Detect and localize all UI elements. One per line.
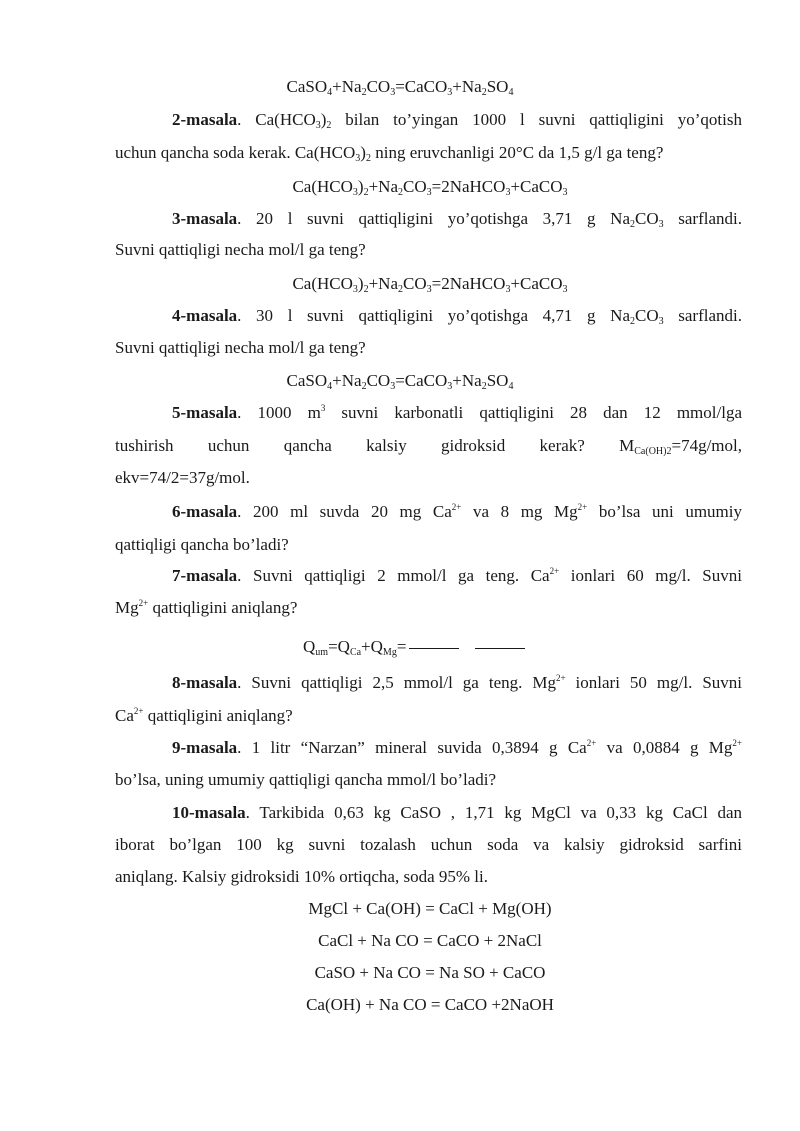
problem-4-label: 4-masala: [172, 306, 238, 325]
problem-6-line-2: qattiqligi qancha bo’ladi?: [115, 535, 289, 554]
problem-10-label: 10-masala: [172, 803, 246, 822]
problem-10-equation-2: CaCl + Na CO = CaCO + 2NaCl: [318, 931, 542, 950]
problem-7-label: 7-masala: [172, 566, 238, 585]
problem-5-line-2: tushirish uchun qancha kalsiy gidroksid kerak? $M_{Ca(OH)2}=74g$/mol,: [115, 436, 742, 457]
problem-9-label: 9-masala: [172, 738, 238, 757]
problem-2-line-1: 2-masala. $Ca(HCO_3)_2$ bilan to’yingan 1000 l suvni qattiqligini yo’qotish: [172, 110, 742, 131]
problem-8-label: 8-masala: [172, 673, 238, 692]
equation-casO4-top: $CaSO_4+Na_2CO_3=CaCO_3+Na_2SO_4$: [286, 77, 514, 98]
problem-7-line-1: 7-masala. Suvni qattiqligi 2 mmol/l ga teng. $Ca^{2+}$ ionlari 60 mg/l. Suvni: [172, 566, 742, 585]
fraction-bar-1: [409, 648, 459, 649]
problem-10-equation-1: MgCl + Ca(OH) = CaCl + Mg(OH): [308, 899, 552, 918]
fraction-bar-2: [475, 648, 525, 649]
problem-7-line-2: $Mg^{2+}$ qattiqligini aniqlang?: [115, 598, 298, 617]
problem-5-line-1: 5-masala. 1000 $m^3$ suvni karbonatli qattiqligini 28 dan 12 mmol/lga: [172, 403, 742, 422]
problem-9-line-1: 9-masala. 1 litr “Narzan” mineral suvida 0,3894 g $Ca^{2+}$ va 0,0884 g $Mg^{2+}$: [172, 738, 742, 757]
problem-3-line-2: Suvni qattiqligi necha mol/l ga teng?: [115, 240, 366, 259]
problem-8-line-1: 8-masala. Suvni qattiqligi 2,5 mmol/l ga teng. $Mg^{2+}$ ionlari 50 mg/l. Suvni: [172, 673, 743, 692]
problem-3-label: 3-masala: [172, 209, 238, 228]
problem-6-line-1: 6-masala. 200 ml suvda 20 mg $Ca^{2+}$ va 8 mg $Mg^{2+}$ bo’lsa uni umumiy: [172, 502, 742, 521]
problem-3-equation: $Ca(HCO_3)_2+Na_2CO_3=2NaHCO_3+CaCO_3$: [292, 274, 568, 295]
problem-10-equation-3: CaSO + Na CO = Na SO + CaCO: [314, 963, 546, 982]
problem-3-line-1: 3-masala. 20 l suvni qattiqligini yo’qotishga 3,71 g $Na_2CO_3$ sarflandi.: [172, 209, 742, 230]
problem-6-label: 6-masala: [172, 502, 238, 521]
problem-2-label: 2-masala: [172, 110, 238, 129]
problem-10-line-2: iborat bo’lgan 100 kg suvni tozalash uchun soda va kalsiy gidroksid sarfini: [115, 835, 742, 854]
problem-10-line-1: 10-masala. Tarkibida 0,63 kg CaSO , 1,71 kg MgCl va 0,33 kg CaCl dan: [172, 803, 742, 822]
problem-5-label: 5-masala: [172, 403, 238, 422]
problem-4-equation: $CaSO_4+Na_2CO_3=CaCO_3+Na_2SO_4$: [286, 371, 514, 392]
problem-4-line-1: 4-masala. 30 l suvni qattiqligini yo’qotishga 4,71 g $Na_2CO_3$ sarflandi.: [172, 306, 742, 327]
problem-9-line-2: bo’lsa, uning umumiy qattiqligi qancha mmol/l bo’ladi?: [115, 770, 497, 789]
problem-8-line-2: $Ca^{2+}$ qattiqligini aniqlang?: [115, 706, 293, 725]
problem-7-formula: $Q_{um}=Q_{Ca}+Q_{Mg}=$: [303, 637, 603, 657]
problem-4-line-2: Suvni qattiqligi necha mol/l ga teng?: [115, 338, 366, 357]
problem-2-equation: $Ca(HCO_3)_2+Na_2CO_3=2NaHCO_3+CaCO_3$: [292, 177, 568, 198]
problem-10-equation-4: Ca(OH) + Na CO = CaCO +2NaOH: [306, 995, 554, 1014]
problem-10-line-3: aniqlang. Kalsiy gidroksidi 10% ortiqcha, soda 95% li.: [115, 867, 488, 886]
problem-2-line-2: uchun qancha soda kerak. $Ca(HCO_3)_2$ ning eruvchanligi 20°C da 1,5 g/l ga teng?: [115, 143, 664, 164]
problem-5-line-3: ekv=74/2=37g/mol.: [115, 468, 250, 487]
